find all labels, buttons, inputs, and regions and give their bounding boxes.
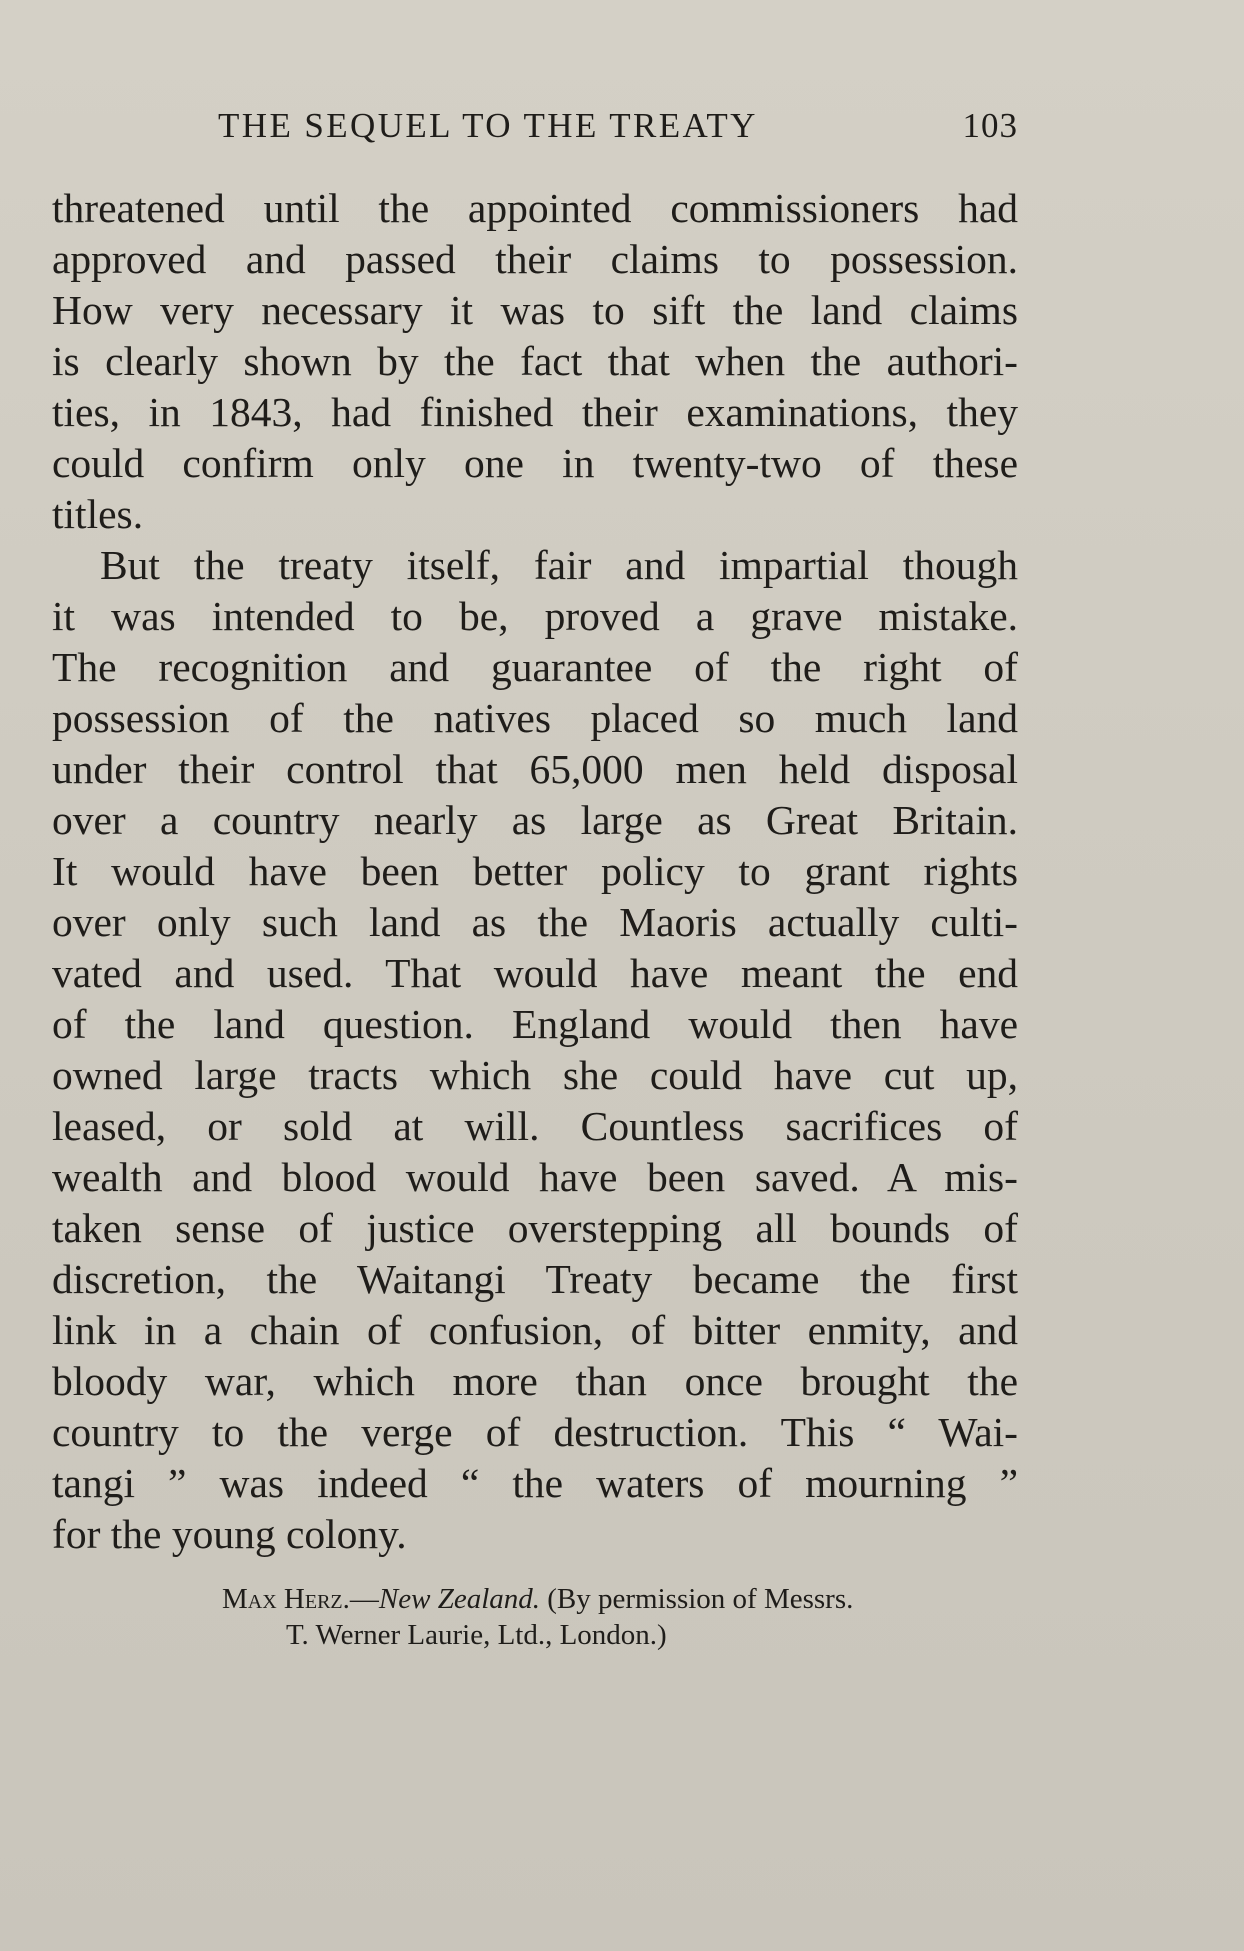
- text-line: threatened until the appointed commissioners had: [52, 185, 1018, 231]
- text-line: link in a chain of confusion, of bitter enmity, and: [52, 1307, 1018, 1353]
- text-line: over a country nearly as large as Great Britain.: [52, 797, 1018, 843]
- text-line: bloody war, which more than once brought the: [52, 1358, 1018, 1404]
- citation-permission: (By permission of Messrs.: [540, 1583, 854, 1615]
- text-line: taken sense of justice overstepping all bounds of: [52, 1205, 1018, 1251]
- text-line: But the treaty itself, fair and impartial though: [100, 542, 1018, 588]
- text-line: country to the verge of destruction. This “ Wai-: [52, 1409, 1018, 1455]
- citation-line: [222, 1581, 1002, 1617]
- text-line: leased, or sold at will. Countless sacrifices of: [52, 1103, 1018, 1149]
- text-line: it was intended to be, proved a grave mistake.: [52, 593, 1018, 639]
- running-head: [50, 100, 1018, 160]
- text-line: The recognition and guarantee of the right of: [52, 644, 1018, 690]
- citation-author: Max Herz.: [222, 1583, 350, 1615]
- text-line: under their control that 65,000 men held disposal: [52, 746, 1018, 792]
- text-line: ties, in 1843, had finished their examinations, they: [52, 389, 1018, 435]
- citation: [222, 1581, 1002, 1653]
- citation-dash: —: [349, 1583, 379, 1615]
- text-line: for the young colony.: [52, 1511, 407, 1557]
- text-line: How very necessary it was to sift the land claims: [52, 287, 1018, 333]
- citation-line: T. Werner Laurie, Ltd., London.): [286, 1619, 667, 1651]
- page-number: 103: [962, 106, 1018, 145]
- text-line: titles.: [52, 491, 144, 537]
- text-line: owned large tracts which she could have cut up,: [52, 1052, 1018, 1098]
- text-line: It would have been better policy to grant rights: [52, 848, 1018, 894]
- citation-work: New Zealand.: [378, 1583, 541, 1615]
- text-line: wealth and blood would have been saved. A mis-: [52, 1154, 1018, 1200]
- text-line: tangi ” was indeed “ the waters of mourning ”: [52, 1460, 1018, 1506]
- text-line: of the land question. England would then have: [52, 1001, 1018, 1047]
- text-line: vated and used. That would have meant the end: [52, 950, 1018, 996]
- text-line: possession of the natives placed so much land: [52, 695, 1018, 741]
- text-line: is clearly shown by the fact that when the authori-: [52, 338, 1018, 384]
- text-line: approved and passed their claims to possession.: [52, 236, 1018, 282]
- body-text: [52, 183, 1018, 1560]
- text-line: could confirm only one in twenty-two of these: [52, 440, 1018, 486]
- text-line: over only such land as the Maoris actually culti-: [52, 899, 1018, 945]
- running-title: THE SEQUEL TO THE TREATY: [218, 106, 758, 145]
- text-line: discretion, the Waitangi Treaty became the first: [52, 1256, 1018, 1302]
